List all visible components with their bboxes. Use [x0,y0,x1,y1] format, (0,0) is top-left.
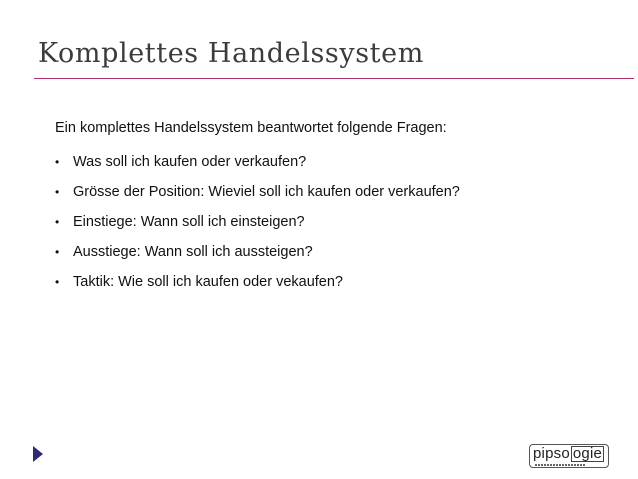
slide-title: Komplettes Handelssystem [38,38,424,69]
logo-text-part1: pipso [533,445,570,462]
bullet-list [55,153,460,303]
bullet-item [55,153,460,183]
bullet-text: Was soll ich kaufen oder verkaufen? [73,154,307,170]
bullet-marker: • [55,245,60,259]
logo-tagline-mark [535,464,585,466]
logo-wordmark [533,445,604,462]
bullet-text: Taktik: Wie soll ich kaufen oder vekaufen? [73,274,343,290]
bullet-item [55,273,460,303]
bullet-item [55,243,460,273]
bullet-marker: • [55,185,60,199]
title-divider [34,78,634,79]
bullet-item [55,213,460,243]
bullet-item [55,183,460,213]
bullet-text: Einstiege: Wann soll ich einsteigen? [73,214,305,230]
bullet-marker: • [55,275,60,289]
pipsologie-logo [529,444,609,468]
bullet-text: Ausstiege: Wann soll ich aussteigen? [73,244,313,260]
play-arrow-icon[interactable] [33,446,43,462]
logo-text-part2: ogie [572,445,603,462]
bullet-marker: • [55,155,60,169]
bullet-marker: • [55,215,60,229]
intro-text: Ein komplettes Handelssystem beantwortet folgende Fragen: [55,120,447,136]
bullet-text: Grösse der Position: Wieviel soll ich kaufen oder verkaufen? [73,184,460,200]
